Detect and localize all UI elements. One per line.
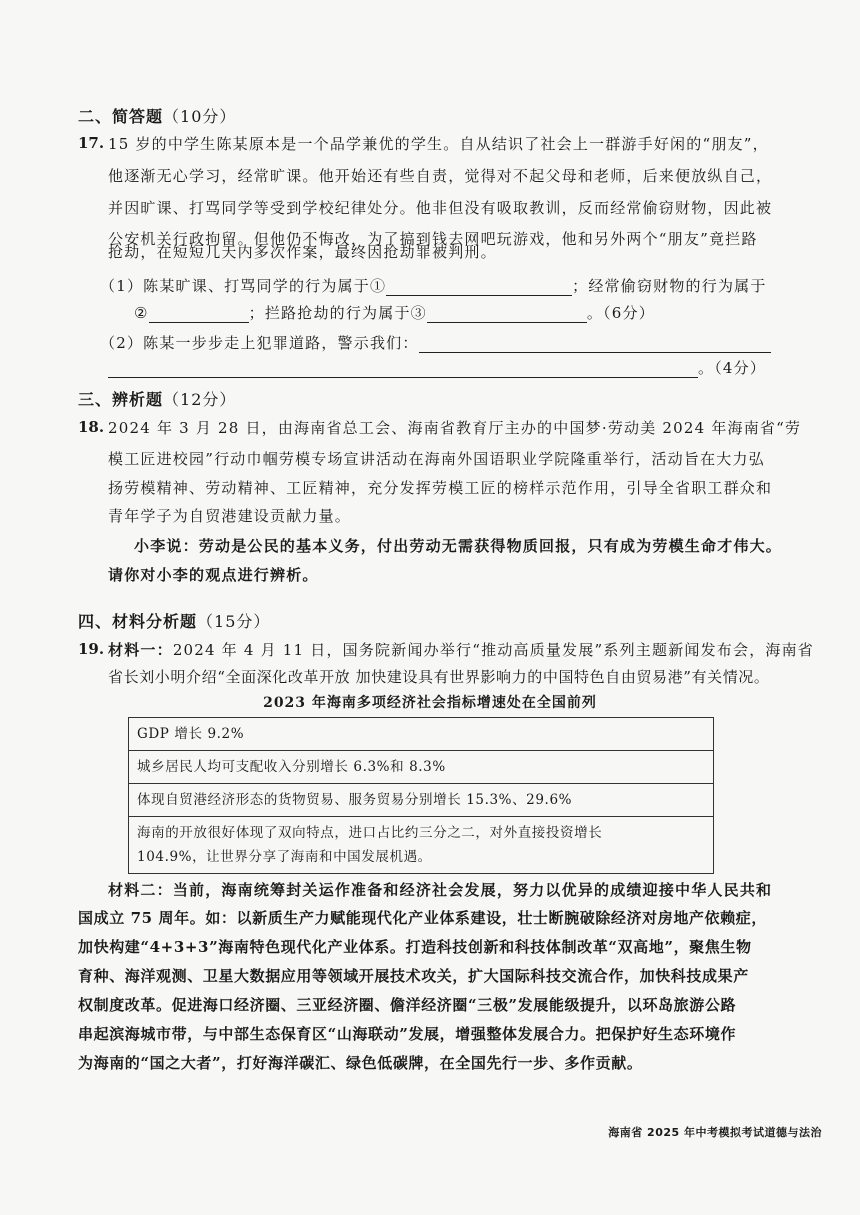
q18-text-line: 青年学子为自贸港建设贡献力量。 xyxy=(108,507,352,525)
q19-material2-line: 国成立 75 周年。如：以新质生产力赋能现代化产业体系建设，壮士断腕破除经济对房地产依赖症， xyxy=(78,909,767,927)
q19-material1-line1 xyxy=(108,640,814,660)
table-cell-line: 海南的开放很好体现了双向特点，进口占比约三分之二，对外直接投资增长 xyxy=(137,825,603,841)
q17-sub1-marker: ② xyxy=(134,304,149,322)
q17-sub2-points: 。（4分） xyxy=(698,359,767,377)
q19-material2-line: 加快构建“4+3+3”海南特色现代化产业体系。打造科技创新和科技体制改革“双高地”，聚焦生物 xyxy=(78,938,752,956)
q17-sub1-line1 xyxy=(100,276,767,296)
q19-material2-line1 xyxy=(108,880,772,900)
question-number-18: 18. xyxy=(78,418,105,436)
table-row xyxy=(129,751,714,784)
q18-quote: 小李说：劳动是公民的基本义务，付出劳动无需获得物质回报，只有成为劳模生命才伟大。 xyxy=(134,537,783,555)
q17-sub1-prompt: （1）陈某旷课、打骂同学的行为属于① xyxy=(100,277,387,295)
page-footer: 海南省 2025 年中考模拟考试道德与法治 xyxy=(608,1126,822,1139)
q17-text-line: 抢劫，在短短几天内多次作案，最终因抢劫罪被判刑。 xyxy=(108,243,497,261)
material2-label: 材料二： xyxy=(108,881,173,899)
q17-sub1-mid: ；经常偷窃财物的行为属于 xyxy=(572,277,767,295)
table-cell: 城乡居民人均可支配收入分别增长 6.3%和 8.3% xyxy=(129,751,714,784)
q18-text-line: 扬劳模精神、劳动精神、工匠精神，充分发挥劳模工匠的榜样示范作用，引导全省职工群众和 xyxy=(108,479,773,497)
q19-material2-line: 为海南的“国之大者”，打好海洋碳汇、绿色低碳牌，在全国先行一步、多作贡献。 xyxy=(78,1054,643,1072)
q17-sub1-points: 。（6分） xyxy=(586,304,655,322)
material2-text: 当前，海南统筹封关运作准备和经济社会发展，努力以优异的成绩迎接中华人民共和 xyxy=(172,881,773,899)
q17-text-line: 15 岁的中学生陈某原本是一个品学兼优的学生。自从结识了社会上一群游手好闲的“朋友”， xyxy=(108,135,769,153)
answer-blank-2[interactable] xyxy=(149,306,249,323)
indicator-table xyxy=(128,717,714,874)
q17-text-line: 并因旷课、打骂同学等受到学校纪律处分。他非但没有吸取教训，反而经常偷窃财物，因此被 xyxy=(108,199,773,217)
q17-sub2-prompt: （2）陈某一步步走上犯罪道路，警示我们： xyxy=(100,334,419,352)
q18-text-line: 2024 年 3 月 28 日，由海南省总工会、海南省教育厅主办的中国梦·劳动美 2024 年海南省“劳 xyxy=(108,419,802,437)
question-number-17: 17. xyxy=(78,134,105,152)
answer-blank-1[interactable] xyxy=(386,279,572,296)
table-cell xyxy=(129,817,714,874)
section-points: （10分） xyxy=(163,107,237,126)
answer-blank-3[interactable] xyxy=(427,306,587,323)
table-row xyxy=(129,817,714,874)
q17-sub1-mid2: ；拦路抢劫的行为属于③ xyxy=(248,304,427,322)
section-heading-material-analysis xyxy=(78,609,270,632)
table-cell: GDP 增长 9.2% xyxy=(129,718,714,751)
question-number-19: 19. xyxy=(78,640,105,658)
section-heading-short-answer xyxy=(78,104,236,127)
q17-sub1-line2 xyxy=(134,303,655,323)
section-title: 四、材料分析题 xyxy=(78,612,198,631)
q17-sub2-line2 xyxy=(108,358,766,378)
q19-material2-line: 权制度改革。促进海口经济圈、三亚经济圈、儋洋经济圈“三极”发展能级提升，以环岛旅游公路 xyxy=(78,996,737,1014)
section-title: 三、辨析题 xyxy=(78,390,164,409)
q19-material2-line: 串起滨海城市带，与中部生态保育区“山海联动”发展，增强整体发展合力。把保护好生态环境作 xyxy=(78,1025,737,1043)
q19-material1-line2: 省长刘小明介绍“全面深化改革开放 加快建设具有世界影响力的中国特色自由贸易港”有关情况。 xyxy=(108,668,770,686)
table-row xyxy=(129,784,714,817)
answer-blank-4[interactable] xyxy=(419,336,771,353)
table-cell-line: 104.9%，让世界分享了海南和中国发展机遇。 xyxy=(137,849,432,865)
q17-sub2-line1 xyxy=(100,333,771,353)
q17-text-line: 公安机关行政拘留。但他仍不悔改，为了搞到钱去网吧玩游戏，他和另外两个“朋友”竟拦路 xyxy=(108,230,758,248)
table-caption: 2023 年海南多项经济社会指标增速处在全国前列 xyxy=(263,695,597,711)
q17-text-line: 他逐渐无心学习，经常旷课。他开始还有些自责，觉得对不起父母和老师，后来便放纵自己， xyxy=(108,167,773,185)
q19-material2-line: 育种、海洋观测、卫星大数据应用等领域开展技术攻关，扩大国际科技交流合作，加快科技成果产 xyxy=(78,967,749,985)
table-row xyxy=(129,718,714,751)
q18-ask: 请你对小李的观点进行辨析。 xyxy=(108,566,319,584)
section-points: （15分） xyxy=(197,612,271,631)
material1-text: 2024 年 4 月 11 日，国务院新闻办举行“推动高质量发展”系列主题新闻发布会，海南省 xyxy=(172,641,814,659)
answer-blank-5[interactable] xyxy=(108,361,698,378)
section-points: （12分） xyxy=(163,390,237,409)
material1-label: 材料一： xyxy=(108,641,173,659)
q18-text-line: 模工匠进校园”行动巾帼劳模专场宣讲活动在海南外国语职业学院隆重举行，活动旨在大力弘 xyxy=(108,450,765,468)
section-title: 二、简答题 xyxy=(78,107,164,126)
table-cell: 体现自贸港经济形态的货物贸易、服务贸易分别增长 15.3%、29.6% xyxy=(129,784,714,817)
section-heading-discrimination xyxy=(78,387,236,410)
